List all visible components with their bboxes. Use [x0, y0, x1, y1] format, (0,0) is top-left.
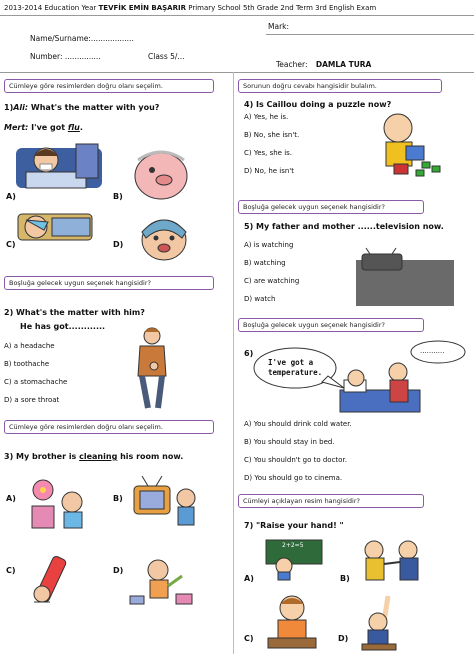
top-divider [0, 72, 474, 73]
q5-option-c[interactable]: C) are watching [244, 277, 300, 285]
q7-option-a[interactable]: A) [244, 574, 254, 583]
header-exam: Primary School 5th Grade 2nd Term 3rd English Exam [188, 4, 377, 12]
instruction-2: Boşluğa gelecek uygun seçenek hangisidir? [4, 276, 214, 290]
television-picture [356, 248, 454, 306]
question-7: 7) "Raise your hand! " [244, 521, 344, 530]
q2-option-d[interactable]: D) a sore throat [4, 396, 60, 404]
question-1 [4, 103, 159, 112]
instruction-7: Cümleyi açıklayan resim hangisidir? [238, 494, 424, 508]
question-2-line-1: 2) What's the matter with him? [4, 308, 145, 317]
q3-post: his room now. [120, 452, 184, 461]
q5-option-b[interactable]: B) watching [244, 259, 286, 267]
class-field[interactable]: Class 5/... [148, 52, 185, 61]
q3-option-b[interactable]: B) [113, 494, 123, 503]
q3-pre: 3) My brother is [4, 452, 77, 461]
q3-word: cleaning [79, 452, 118, 461]
q6-bubble-left: I've got a temperature. [268, 358, 323, 377]
q4-option-a[interactable]: A) Yes, he is. [244, 113, 289, 121]
q5-option-a[interactable]: A) is watching [244, 241, 294, 249]
q4-option-c[interactable]: C) Yes, she is. [244, 149, 293, 157]
q3-option-d-picture[interactable] [128, 556, 196, 608]
q3-option-c[interactable]: C) [6, 566, 16, 575]
question-1-answer [4, 123, 83, 132]
header-year: 2013-2014 Education Year [4, 4, 97, 12]
header-divider [0, 15, 474, 16]
teacher-label: Teacher: [276, 60, 308, 69]
instruction-1: Cümleye göre resimlerden doğru olanı seçelim. [4, 79, 214, 93]
question-5: 5) My father and mother ......television now. [244, 222, 444, 231]
q2-option-b[interactable]: B) toothache [4, 360, 50, 368]
teacher-line [276, 60, 371, 69]
q5-option-d[interactable]: D) watch [244, 295, 276, 303]
sick-boy-in-bed-picture [340, 360, 420, 416]
question-4: 4) Is Caillou doing a puzzle now? [244, 100, 392, 109]
q1-option-c-picture[interactable] [18, 210, 92, 246]
q1-option-c[interactable]: C) [6, 240, 16, 249]
q6-option-a[interactable]: A) You should drink cold water. [244, 420, 352, 428]
q1-speaker-1: Ali: [13, 103, 29, 112]
q6-number: 6) [244, 349, 254, 358]
q1-speaker-2: Mert: [4, 123, 29, 132]
q3-option-a-picture[interactable] [26, 472, 92, 532]
sick-man-picture [132, 326, 176, 410]
q1-option-d-picture[interactable] [138, 212, 190, 264]
number-field[interactable]: Number: ............... [30, 52, 101, 61]
q7-option-d[interactable]: D) [338, 634, 349, 643]
instruction-5: Boşluğa gelecek uygun seçenek hangisidir? [238, 200, 424, 214]
q1-answer-word: flu [67, 123, 80, 132]
column-divider [233, 72, 234, 654]
q1-option-b-picture[interactable] [130, 150, 192, 202]
q7-option-c-picture[interactable] [266, 594, 318, 652]
q2-option-a[interactable]: A) a headache [4, 342, 55, 350]
q6-option-b[interactable]: B) You should stay in bed. [244, 438, 335, 446]
instruction-3: Cümleye göre resimlerden doğru olanı seçelim. [4, 420, 214, 434]
q1-answer-pre: I've got [31, 123, 66, 132]
q3-option-d[interactable]: D) [113, 566, 124, 575]
q1-text: What's the matter with you? [30, 103, 160, 112]
caillou-picture [376, 112, 448, 178]
q7-option-d-picture[interactable] [358, 592, 400, 652]
q3-option-b-picture[interactable] [128, 476, 204, 530]
q1-option-a[interactable]: A) [6, 192, 16, 201]
instruction-4: Sorunun doğru cevabı hangisidir bulalım. [238, 79, 442, 93]
q4-option-d[interactable]: D) No, he isn't [244, 167, 294, 175]
exam-header [4, 4, 376, 12]
header-school: TEVFİK EMİN BAŞARIR [98, 4, 186, 12]
question-3 [4, 452, 183, 461]
q1-answer-post: . [79, 123, 83, 132]
q2-option-c[interactable]: C) a stomachache [4, 378, 68, 386]
q1-option-a-picture[interactable] [16, 138, 102, 194]
question-2-line-2: He has got............ [20, 322, 106, 331]
q1-option-d[interactable]: D) [113, 240, 124, 249]
q7-board-text: 2+2=5 [282, 542, 304, 549]
teacher-name: DAMLA TURA [315, 60, 372, 69]
q6-bubble-right: ........... [420, 347, 445, 355]
q1-option-b[interactable]: B) [113, 192, 123, 201]
q3-option-a[interactable]: A) [6, 494, 16, 503]
q3-option-c-picture[interactable] [30, 550, 76, 610]
q1-number: 1) [4, 103, 14, 112]
q6-option-c[interactable]: C) You shouldn't go to doctor. [244, 456, 347, 464]
q7-option-b[interactable]: B) [340, 574, 350, 583]
mark-label: Mark: [268, 22, 290, 31]
name-field[interactable]: Name/Surname:.................. [30, 34, 134, 43]
q7-option-b-picture[interactable] [356, 538, 428, 586]
q4-option-b[interactable]: B) No, she isn't. [244, 131, 300, 139]
instruction-6: Boşluğa gelecek uygun seçenek hangisidir? [238, 318, 424, 332]
q7-option-c[interactable]: C) [244, 634, 254, 643]
mark-divider [266, 34, 474, 35]
q6-option-d[interactable]: D) You should go to cinema. [244, 474, 343, 482]
